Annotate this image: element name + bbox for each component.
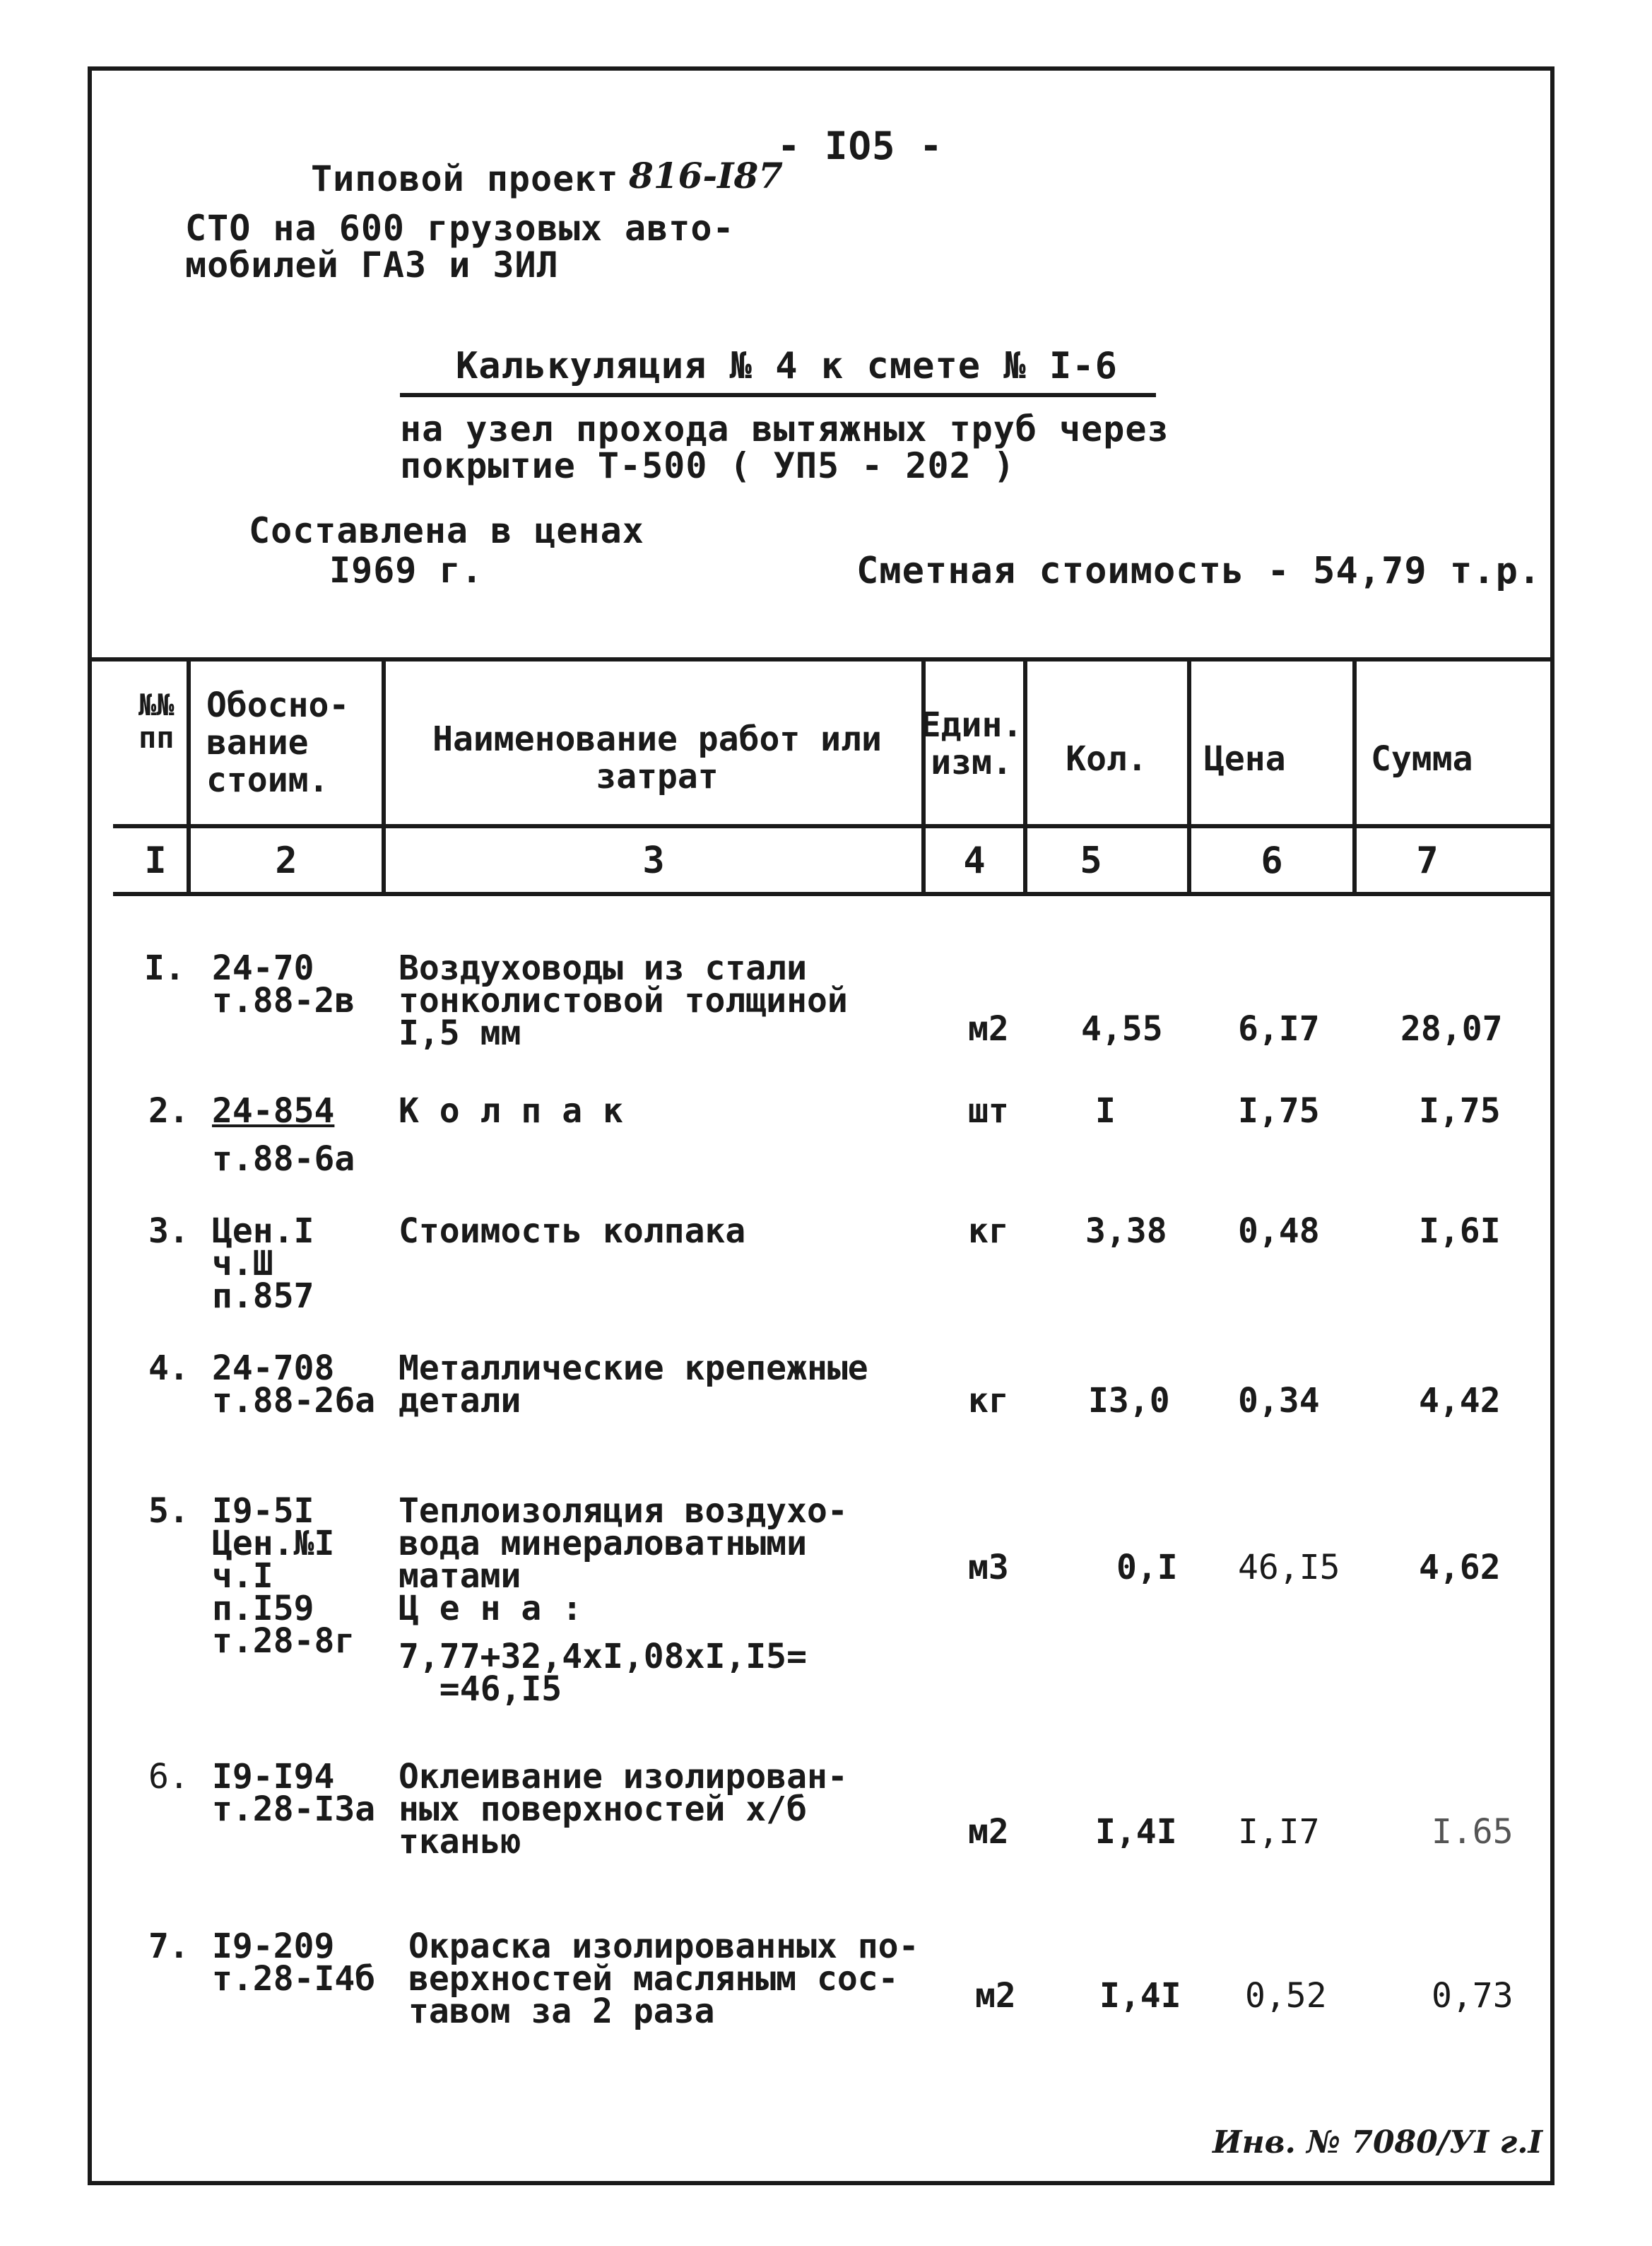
row-6-price: I,I7: [1238, 1812, 1320, 1852]
row-2-sum: I,75: [1419, 1091, 1501, 1131]
row-3-basis-2: ч.Ш: [212, 1244, 273, 1283]
row-6-qty: I,4I: [1095, 1812, 1177, 1852]
row-3-qty: 3,38: [1085, 1211, 1167, 1251]
row-6-name-2: ных поверхностей х/б: [399, 1789, 807, 1829]
row-7-name-1: Окраска изолированных по-: [408, 1927, 919, 1966]
row-4-price: 0,34: [1238, 1381, 1320, 1421]
title-underline: [400, 393, 1156, 397]
col-number-7: 7: [1416, 840, 1439, 882]
col-header-price: Цена: [1204, 739, 1286, 779]
row-7-name-3: тавом за 2 раза: [408, 1992, 715, 2031]
col-header-basis: Обосно- вание стоим.: [206, 686, 350, 800]
row-1-name-3: I,5 мм: [399, 1013, 521, 1053]
doc-title: Калькуляция № 4 к смете № I-6: [456, 345, 1118, 387]
row-1-sum: 28,07: [1400, 1009, 1503, 1049]
row-6-number: 6.: [148, 1757, 189, 1797]
row-1-unit: м2: [968, 1009, 1009, 1049]
row-5-number: 5.: [148, 1491, 189, 1531]
row-7-number: 7.: [148, 1927, 189, 1966]
row-3-number: 3.: [148, 1211, 189, 1251]
row-2-name-1: К о л п а к: [399, 1091, 623, 1131]
row-2-number: 2.: [148, 1091, 189, 1131]
row-5-name-2: вода минераловатными: [399, 1524, 807, 1563]
row-5-name-6: =46,I5: [399, 1669, 562, 1709]
row-3-basis-3: п.857: [212, 1276, 314, 1316]
row-1-name-1: Воздуховоды из стали: [399, 948, 807, 988]
row-3-name-1: Стоимость колпака: [399, 1211, 746, 1251]
row-7-price: 0,52: [1245, 1976, 1327, 2016]
row-5-basis-3: ч.I: [212, 1556, 273, 1596]
inventory-note: Инв. № 7080/УI г.I: [1213, 2124, 1543, 2160]
row-1-name-2: тонколистовой толщиной: [399, 981, 848, 1021]
col-header-sum: Сумма: [1371, 739, 1473, 779]
row-4-basis-1: 24-708: [212, 1348, 335, 1388]
col-header-name: Наименование работ или затрат: [432, 719, 882, 796]
table-number-rule: [113, 892, 1554, 896]
row-2-qty: I: [1095, 1091, 1116, 1131]
row-4-unit: кг: [968, 1381, 1009, 1421]
subtitle-1: на узел прохода вытяжных труб через: [400, 408, 1169, 449]
row-3-unit: кг: [968, 1211, 1009, 1251]
row-7-name-2: верхностей масляным сос-: [408, 1959, 899, 1999]
row-2-price: I,75: [1238, 1091, 1320, 1131]
col-header-qty: Кол.: [1066, 739, 1147, 779]
row-2-unit: шт: [968, 1091, 1009, 1131]
col-number-5: 5: [1080, 840, 1102, 882]
row-6-basis-1: I9-I94: [212, 1757, 335, 1797]
row-4-basis-2: т.88-26а: [212, 1381, 376, 1421]
row-5-price: 46,I5: [1238, 1548, 1340, 1587]
row-5-sum: 4,62: [1419, 1548, 1501, 1587]
row-4-name-2: детали: [399, 1381, 521, 1421]
row-6-basis-2: т.28-I3а: [212, 1789, 376, 1829]
project-label: Типовой проект: [311, 158, 619, 199]
row-7-basis-1: I9-209: [212, 1927, 335, 1966]
row-4-sum: 4,42: [1419, 1381, 1501, 1421]
row-7-qty: I,4I: [1099, 1976, 1181, 2016]
prices-label-2: I969 г.: [329, 550, 483, 591]
row-5-basis-1: I9-5I: [212, 1491, 314, 1531]
col-number-3: 3: [642, 840, 665, 882]
row-2-basis-1: 24-854: [212, 1091, 335, 1131]
row-1-basis-2: т.88-2в: [212, 981, 355, 1021]
page-number: - IO5 -: [777, 124, 943, 168]
row-4-number: 4.: [148, 1348, 189, 1388]
row-6-name-1: Оклеивание изолирован-: [399, 1757, 848, 1797]
subtitle-2: покрытие Т-500 ( УП5 - 202 ): [400, 445, 1015, 486]
project-code: 816-I87: [629, 155, 784, 196]
estimated-cost: Сметная стоимость - 54,79 т.р.: [856, 550, 1542, 592]
row-6-name-3: тканью: [399, 1822, 521, 1862]
row-5-name-3: матами: [399, 1556, 521, 1596]
row-7-unit: м2: [975, 1976, 1016, 2016]
row-5-name-4: Ц е н а :: [399, 1589, 583, 1628]
col-number-1: I: [144, 840, 167, 882]
prices-label-1: Составлена в ценах: [249, 510, 644, 551]
row-3-price: 0,48: [1238, 1211, 1320, 1251]
project-desc-1: СТО на 600 грузовых авто-: [185, 208, 735, 249]
row-6-unit: м2: [968, 1812, 1009, 1852]
table-header-rule: [113, 824, 1554, 828]
table-top-rule: [92, 657, 1554, 662]
col-header-no: №№ пп: [138, 688, 175, 755]
row-7-basis-2: т.28-I4б: [212, 1959, 376, 1999]
project-desc-2: мобилей ГАЗ и ЗИЛ: [185, 245, 559, 286]
row-4-name-1: Металлические крепежные: [399, 1348, 868, 1388]
row-5-basis-4: п.I59: [212, 1589, 314, 1628]
row-1-price: 6,I7: [1238, 1009, 1320, 1049]
row-5-name-1: Теплоизоляция воздухо-: [399, 1491, 848, 1531]
row-1-number: I.: [144, 948, 185, 988]
row-2-basis-2: т.88-6а: [212, 1139, 355, 1179]
row-1-qty: 4,55: [1081, 1009, 1163, 1049]
row-4-qty: I3,0: [1088, 1381, 1170, 1421]
row-3-sum: I,6I: [1419, 1211, 1501, 1251]
row-5-name-5: 7,77+32,4xI,08xI,I5=: [399, 1637, 807, 1676]
row-5-unit: м3: [968, 1548, 1009, 1587]
row-1-basis-1: 24-70: [212, 948, 314, 988]
row-5-qty: 0,I: [1116, 1548, 1178, 1587]
row-6-sum: I.65: [1432, 1812, 1514, 1852]
col-number-2: 2: [275, 840, 297, 882]
row-7-sum: 0,73: [1432, 1976, 1514, 2016]
col-header-unit: Един. изм.: [920, 705, 1023, 782]
row-5-basis-5: т.28-8г: [212, 1621, 355, 1661]
col-number-4: 4: [963, 840, 986, 882]
row-3-basis-1: Цен.I: [212, 1211, 314, 1251]
col-number-6: 6: [1261, 840, 1283, 882]
row-5-basis-2: Цен.№I: [212, 1524, 335, 1563]
